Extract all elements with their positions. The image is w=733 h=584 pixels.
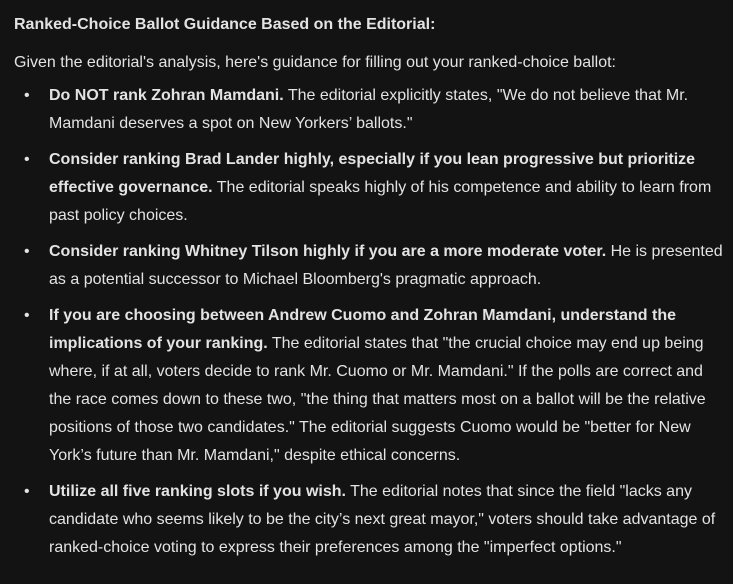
bullet-icon: •	[24, 243, 30, 260]
item-bold-lead: Do NOT rank Zohran Mamdani.	[49, 87, 284, 104]
bullet-icon: •	[24, 307, 30, 324]
list-item	[14, 82, 725, 138]
bullet-icon: •	[24, 483, 30, 500]
guidance-list	[14, 82, 725, 562]
item-bold-lead: If you are choosing between Andrew Cuomo and Zohran Mamdani, understand the implications of your ranking.	[49, 307, 677, 352]
list-item	[14, 146, 725, 230]
bullet-icon: •	[24, 87, 30, 104]
list-item	[14, 478, 725, 562]
item-body-text: The editorial explicitly states, "We do not believe that Mr. Mamdani deserves a spot on New Yorkers’ ballots."	[49, 87, 689, 132]
item-body-text: The editorial states that "the crucial choice may end up being where, if at all, voters decide to rank Mr. Cuomo or Mr. Mamdani." If the polls are correct and the race comes down to these two, "the thing that matters most on a ballot will be the relative positions of those two candidates." The editorial suggests Cuomo would be "better for New York’s future than Mr. Mamdani," despite ethical concerns.	[49, 335, 706, 464]
item-body-text: The editorial notes that since the field "lacks any candidate who seems likely to be the city’s next great mayor," voters should take advantage of ranked-choice voting to express their preferences among the "imperfect options."	[49, 483, 716, 556]
item-bold-lead: Utilize all five ranking slots if you wish.	[49, 483, 346, 500]
list-item	[14, 302, 725, 470]
item-body-text: He is presented as a potential successor to Michael Bloomberg's pragmatic approach.	[49, 243, 723, 288]
item-body-text: The editorial speaks highly of his competence and ability to learn from past policy choices.	[49, 179, 712, 224]
intro-paragraph: Given the editorial's analysis, here's guidance for filling out your ranked-choice ballot:	[14, 54, 616, 71]
list-item	[14, 238, 725, 294]
response-heading: Ranked-Choice Ballot Guidance Based on the Editorial:	[14, 16, 436, 33]
bullet-icon: •	[24, 151, 30, 168]
item-bold-lead: Consider ranking Whitney Tilson highly if you are a more moderate voter.	[49, 243, 607, 260]
item-bold-lead: Consider ranking Brad Lander highly, especially if you lean progressive but prioritize effective governance.	[49, 151, 696, 196]
